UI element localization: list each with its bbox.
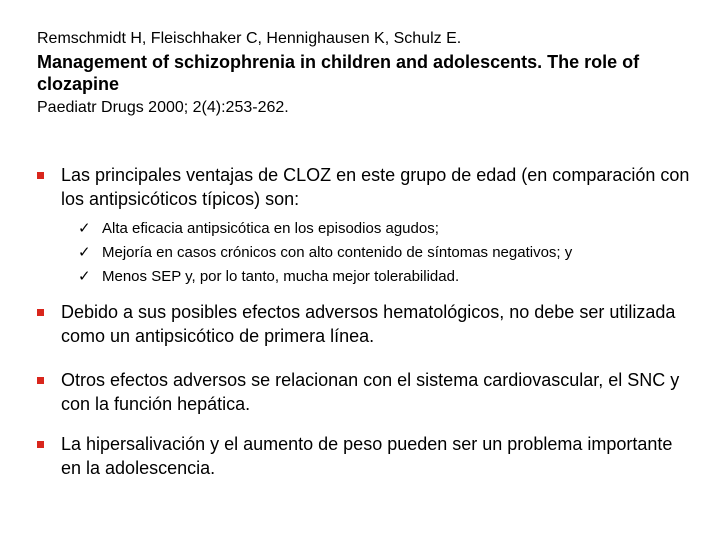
square-bullet-icon [37, 172, 44, 179]
bullet-text: Debido a sus posibles efectos adversos hematológicos, no debe ser utilizada como un antipsicótico de primera línea. [61, 302, 676, 346]
bullet-item-hematologic [37, 300, 697, 348]
sub-item-text: Alta eficacia antipsicótica en los episodios agudos; [102, 220, 439, 237]
bullet-text: La hipersalivación y el aumento de peso pueden ser un problema importante en la adolescencia. [61, 434, 673, 478]
advantages-sublist [78, 217, 698, 289]
bullet-text: Las principales ventajas de CLOZ en este grupo de edad (en comparación con los antipsicóticos típicos) son: [61, 165, 690, 209]
bullet-item-hypersalivation [37, 432, 697, 480]
sub-item-efficacy [78, 217, 698, 241]
reference-authors: Remschmidt H, Fleischhaker C, Hennighausen K, Schulz E. [37, 30, 462, 47]
sub-item-tolerability [78, 265, 698, 289]
bullet-text: Otros efectos adversos se relacionan con el sistema cardiovascular, el SNC y con la función hepática. [61, 370, 680, 414]
check-icon: ✓ [78, 220, 91, 237]
sub-item-chronic-cases [78, 241, 698, 265]
bullet-item-other-effects [37, 368, 697, 416]
sub-item-text: Menos SEP y, por lo tanto, mucha mejor tolerabilidad. [102, 268, 460, 285]
bullet-item-advantages [37, 163, 697, 211]
reference-title: Management of schizophrenia in children and adolescents. The role of clozapine [37, 52, 640, 94]
square-bullet-icon [37, 441, 44, 448]
square-bullet-icon [37, 377, 44, 384]
sub-item-text: Mejoría en casos crónicos con alto contenido de síntomas negativos; y [102, 244, 573, 261]
reference-source: Paediatr Drugs 2000; 2(4):253-262. [37, 99, 289, 116]
check-icon: ✓ [78, 268, 91, 285]
check-icon: ✓ [78, 244, 91, 261]
square-bullet-icon [37, 309, 44, 316]
